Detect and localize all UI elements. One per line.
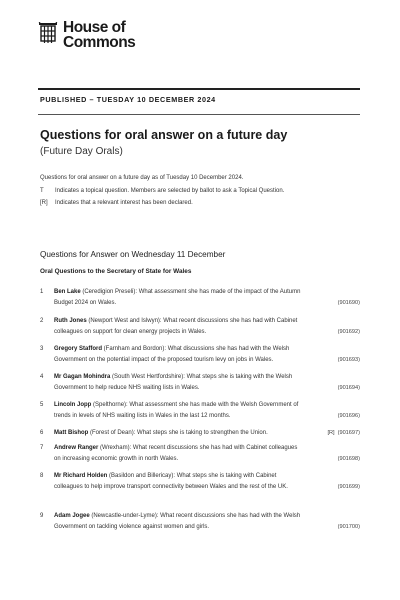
question-number: 8	[40, 473, 44, 479]
question-text: What steps she is taking with the Welsh Government to help reduce NHS waiting lists in Wales.	[54, 374, 293, 391]
divider-top	[38, 88, 360, 90]
constituency: (Ceredigion Preseli):	[80, 289, 139, 295]
portcullis-icon	[38, 22, 58, 46]
member-name: Gregory Stafford	[54, 346, 103, 352]
logo-text	[63, 20, 135, 50]
question-reference	[338, 522, 360, 533]
question-body	[54, 400, 304, 422]
question-reference	[338, 298, 360, 309]
reference-number: (901698)	[337, 455, 360, 462]
house-of-commons-logo	[38, 20, 135, 50]
question-item	[40, 344, 362, 366]
question-reference	[338, 383, 360, 394]
question-item	[40, 428, 362, 439]
reference-number: (901697)	[337, 430, 360, 436]
question-number: 1	[40, 289, 44, 295]
key-symbol: [R]	[40, 200, 48, 206]
logo-line-1: House of	[63, 19, 126, 36]
section-title: Questions for Answer on Wednesday 11 December	[40, 250, 226, 259]
constituency: (Forest of Dean):	[88, 430, 138, 436]
question-reference	[338, 355, 360, 366]
question-body	[54, 471, 304, 493]
member-name: Andrew Ranger	[54, 445, 99, 451]
logo-line-2: Commons	[63, 34, 136, 51]
question-reference	[338, 454, 360, 465]
member-name: Matt Bishop	[54, 430, 89, 436]
question-number: 2	[40, 318, 44, 324]
question-number: 6	[40, 430, 44, 436]
constituency: (Farnham and Bordon):	[102, 346, 168, 352]
reference-number: (901692)	[337, 328, 360, 335]
question-body	[54, 428, 304, 439]
interest-declared-badge: [R]	[327, 430, 335, 436]
reference-number: (901690)	[337, 299, 360, 306]
reference-number: (901693)	[337, 356, 360, 363]
reference-number: (901696)	[337, 412, 360, 419]
reference-number: (901694)	[337, 384, 360, 391]
page-title: Questions for oral answer on a future day	[40, 128, 288, 142]
question-text: What steps she is taking to strengthen the Union.	[137, 430, 268, 436]
member-name: Ruth Jones	[54, 318, 87, 324]
divider-bottom	[38, 114, 360, 115]
question-text: What assessment she has made with the Welsh Government of trends in levels of NHS waiting lists in Wales in the last 12 months.	[54, 402, 299, 419]
published-date: PUBLISHED – TUESDAY 10 DECEMBER 2024	[40, 95, 216, 104]
question-body	[54, 372, 304, 394]
question-number: 7	[40, 445, 44, 451]
question-text: What assessment she has made of the impact of the Autumn Budget 2024 on Wales.	[54, 289, 301, 306]
question-text: What steps she is taking with Cabinet colleagues to help improve transport connectivity between Wales and the rest of the UK.	[54, 473, 288, 490]
question-item	[40, 287, 362, 309]
reference-number: (901700)	[337, 523, 360, 530]
constituency: (Wrexham):	[98, 445, 133, 451]
question-text: What discussions she has had with the Welsh Government on the potential impact of the proposed tourism levy on jobs in Wales.	[54, 346, 290, 363]
constituency: (South West Hertfordshire):	[110, 374, 187, 380]
constituency: (Spelthorne):	[91, 402, 130, 408]
question-reference	[338, 482, 360, 493]
key-interest	[40, 200, 193, 206]
question-text: What recent discussions she has had with Cabinet colleagues on increasing economic growth in north Wales.	[54, 445, 298, 462]
question-reference	[327, 428, 360, 439]
question-reference	[338, 327, 360, 338]
question-item	[40, 400, 362, 422]
key-text: Indicates a topical question. Members are selected by ballot to ask a Topical Question.	[55, 188, 285, 194]
subheading: Oral Questions to the Secretary of State for Wales	[40, 268, 192, 275]
member-name: Mr Richard Holden	[54, 473, 108, 479]
question-body	[54, 344, 304, 366]
question-number: 5	[40, 402, 44, 408]
key-symbol: T	[40, 188, 44, 194]
question-item	[40, 443, 362, 465]
question-number: 4	[40, 374, 44, 380]
question-body	[54, 316, 304, 338]
question-reference	[338, 411, 360, 422]
question-item	[40, 372, 362, 394]
member-name: Adam Jogee	[54, 513, 90, 519]
question-item	[40, 511, 362, 533]
member-name: Mr Gagan Mohindra	[54, 374, 111, 380]
key-text: Indicates that a relevant interest has been declared.	[55, 200, 193, 206]
constituency: (Newcastle-under-Lyme):	[89, 513, 161, 519]
reference-number: (901699)	[337, 483, 360, 490]
question-body	[54, 443, 304, 465]
intro-text: Questions for oral answer on a future day as of Tuesday 10 December 2024.	[40, 175, 244, 181]
question-number: 9	[40, 513, 44, 519]
question-body	[54, 287, 304, 309]
constituency: (Newport West and Islwyn):	[86, 318, 164, 324]
member-name: Lincoln Jopp	[54, 402, 92, 408]
page-subtitle: (Future Day Orals)	[40, 146, 123, 157]
constituency: (Basildon and Billericay):	[107, 473, 177, 479]
question-text: What recent discussions she has had with the Welsh Government on tackling violence against women and girls.	[54, 513, 301, 530]
question-item	[40, 316, 362, 338]
question-number: 3	[40, 346, 44, 352]
question-text: What recent discussions she has had with Cabinet colleagues on support for clean energy projects in Wales.	[54, 318, 298, 335]
member-name: Ben Lake	[54, 289, 81, 295]
question-body	[54, 511, 304, 533]
key-topical	[40, 188, 284, 194]
question-item	[40, 471, 362, 493]
